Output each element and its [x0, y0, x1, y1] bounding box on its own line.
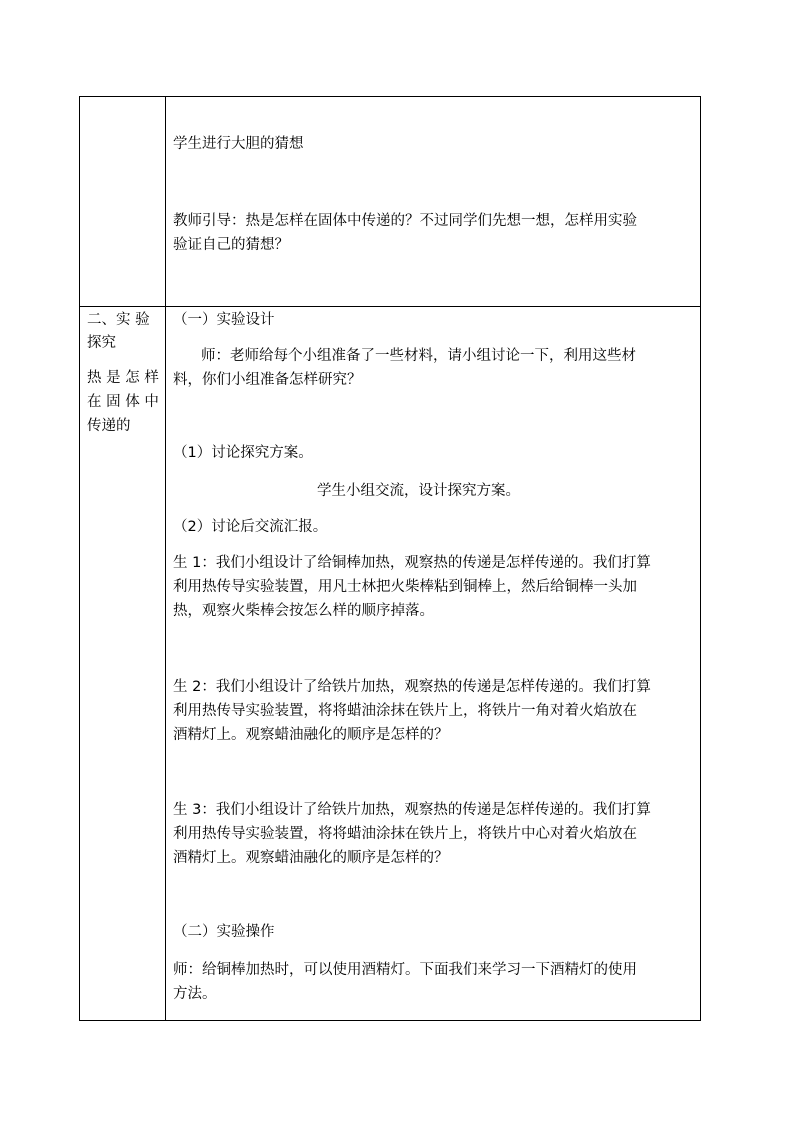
table-row: [80, 97, 701, 307]
right-cell-experiment: [166, 307, 701, 1021]
table-row: [80, 307, 701, 1021]
group2-line1: 生 2：我们小组设计了给铁片加热，观察热的传递是怎样传递的。我们打算: [173, 679, 651, 695]
design-heading: （一）实验设计: [173, 312, 275, 328]
group2-line3: 酒精灯上。观察蜡油融化的顺序是怎样的？: [173, 727, 449, 743]
group1-line3: 热，观察火柴棒会按怎么样的顺序掉落。: [173, 603, 434, 619]
group3-line1: 生 3：我们小组设计了给铁片加热，观察热的传递是怎样传递的。我们打算: [173, 802, 651, 818]
section-title-line1: 二、实 验: [87, 312, 150, 328]
group2-line2: 利用热传导实验装置，将将蜡油涂抹在铁片上，将铁片一角对着火焰放在: [173, 703, 637, 719]
operation-heading: （二）实验操作: [173, 924, 275, 940]
teacher-guide-line2: 验证自己的猜想？: [173, 237, 289, 253]
step2-text: （2）讨论后交流汇报。: [173, 519, 328, 535]
group3-line2: 利用热传导实验装置，将将蜡油涂抹在铁片上，将铁片中心对着火焰放在: [173, 826, 637, 842]
teacher-final-line1: 师：给铜棒加热时，可以使用酒精灯。下面我们来学习一下酒精灯的使用: [173, 962, 637, 978]
section-sub-line1: 热 是 怎 样: [87, 370, 159, 386]
group1-line1: 生 1：我们小组设计了给铜棒加热，观察热的传递是怎样传递的。我们打算: [173, 555, 651, 571]
teacher-question-line2: 料，你们小组准备怎样研究？: [173, 372, 362, 388]
section-sub-line2: 在 固 体 中: [87, 394, 159, 410]
guess-text: 学生进行大胆的猜想: [173, 136, 304, 152]
left-cell-section: [80, 307, 166, 1021]
group1-line2: 利用热传导实验装置，用凡士林把火柴棒粘到铜棒上，然后给铜棒一头加: [173, 579, 637, 595]
teacher-guide-line1: 教师引导：热是怎样在固体中传递的？不过同学们先想一想，怎样用实验: [173, 213, 637, 229]
teacher-question-line1: 师：老师给每个小组准备了一些材料，请小组讨论一下，利用这些材: [201, 348, 636, 364]
teacher-final-line2: 方法。: [173, 986, 217, 1002]
step1-center-text: 学生小组交流，设计探究方案。: [317, 483, 520, 499]
left-cell-empty: [80, 97, 166, 307]
right-cell-guess: [166, 97, 701, 307]
lesson-table: [79, 96, 701, 1021]
step1-text: （1）讨论探究方案。: [173, 445, 313, 461]
section-title-line2: 探究: [87, 335, 116, 351]
section-sub-line3: 传递的: [87, 418, 131, 434]
group3-line3: 酒精灯上。观察蜡油融化的顺序是怎样的？: [173, 850, 449, 866]
